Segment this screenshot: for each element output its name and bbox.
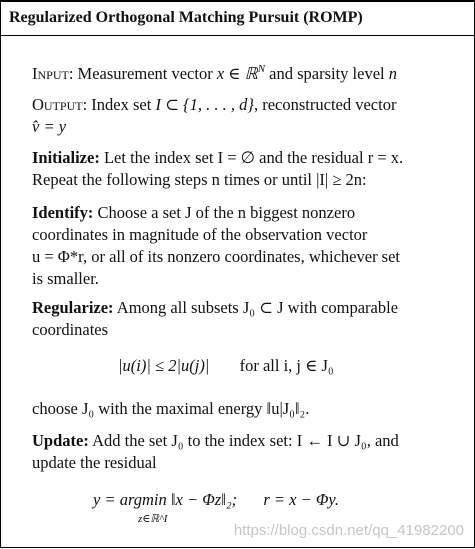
update-block xyxy=(32,430,462,474)
regularize-label: Regularize: xyxy=(32,298,114,317)
update-eq-left: y = argmin ‖x − Φz‖₂; xyxy=(93,490,238,509)
output-text-b: , reconstructed vector xyxy=(253,95,397,114)
initialize-line2: Repeat the following steps n times or until |I| ≥ 2n: xyxy=(32,170,367,189)
input-math-a: x ∈ ℝ xyxy=(216,64,258,83)
watermark: https://blog.csdn.net/qq_41982200 xyxy=(233,522,464,539)
output-math-a: I ⊂ {1, . . . , d} xyxy=(155,95,254,114)
input-math-b: n xyxy=(388,64,397,83)
identify-line1: Choose a set J of the n biggest nonzero xyxy=(97,203,356,222)
identify-line2: coordinates in magnitude of the observation vector xyxy=(32,225,368,244)
output-block xyxy=(32,94,462,138)
identify-line4: is smaller. xyxy=(32,269,99,288)
update-eq-right: r = x − Φy. xyxy=(263,490,339,509)
output-text-a: Index set xyxy=(91,95,156,114)
regularize-line2: coordinates xyxy=(32,320,109,339)
regularize-eq-cond: for all i, j ∈ J₀ xyxy=(239,356,334,375)
algorithm-title: Regularized Orthogonal Matching Pursuit (ROMP) xyxy=(9,9,363,26)
update-line2: update the residual xyxy=(32,453,157,472)
regularize-line1: Among all subsets J₀ ⊂ J with comparable xyxy=(116,298,399,317)
initialize-block xyxy=(32,147,462,191)
regularize-line3: choose J₀ with the maximal energy ‖u|J₀‖₂. xyxy=(32,399,310,418)
identify-label: Identify: xyxy=(32,203,94,222)
update-line1: Add the set J₀ to the index set: I ← I ∪ J₀, and xyxy=(92,431,399,450)
argmin-subscript: z∈ℝ^I xyxy=(138,513,168,525)
input-line xyxy=(32,58,462,85)
regularize-eq: |u(i)| ≤ 2|u(j)| xyxy=(118,356,210,375)
initialize-label: Initialize: xyxy=(32,148,100,167)
output-label: Output: xyxy=(32,95,88,114)
initialize-line1: Let the index set I = ∅ and the residual r = x. xyxy=(103,148,404,167)
update-equation xyxy=(93,490,339,510)
update-label: Update: xyxy=(32,431,89,450)
regularize-block xyxy=(32,297,462,341)
input-text-b: and sparsity level xyxy=(265,64,389,83)
title-bar xyxy=(1,0,474,36)
input-label: Input: xyxy=(32,64,74,83)
input-sup: N xyxy=(257,63,266,75)
identify-line3: u = Φ*r, or all of its nonzero coordinates, whichever set xyxy=(32,247,401,266)
regularize-equation xyxy=(118,356,334,376)
identify-block xyxy=(32,202,462,290)
output-line2: v̂ = y xyxy=(32,117,67,136)
regularize-choose-line xyxy=(32,398,462,420)
input-text-a: Measurement vector xyxy=(77,64,217,83)
